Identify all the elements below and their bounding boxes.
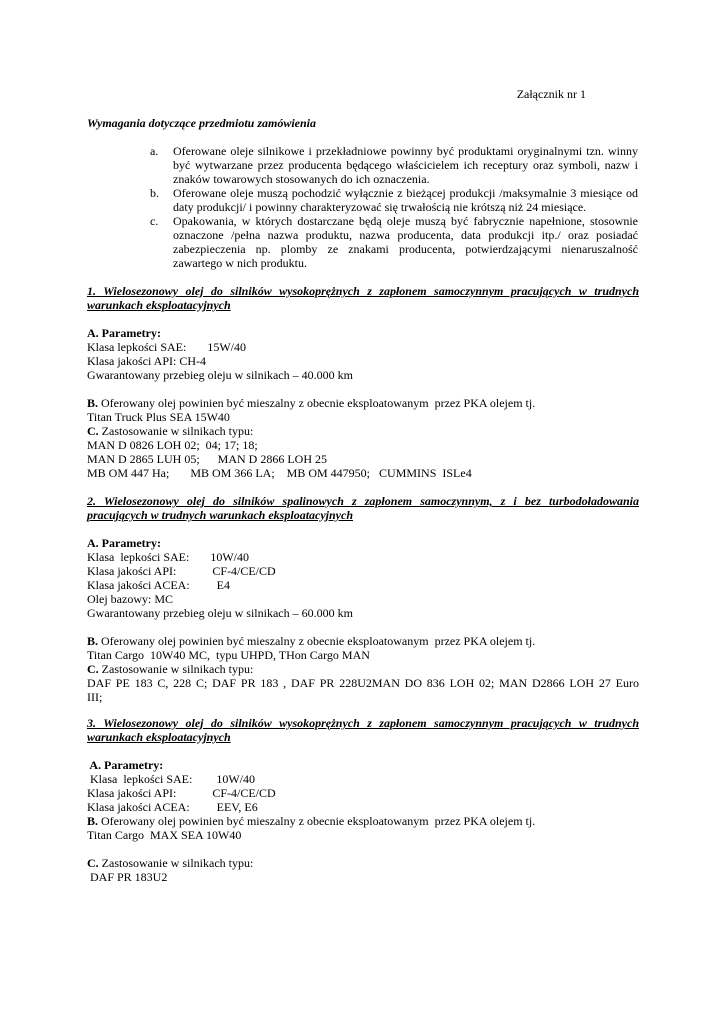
section-3-engine-line: DAF PR 183U2	[87, 870, 168, 884]
section-heading-line: warunkach eksploatacyjnych	[87, 730, 231, 744]
section-1-engine-line: MAN D 2865 LUH 05; MAN D 2866 LOH 25	[87, 452, 327, 466]
section-1-b-label: B.	[87, 396, 99, 410]
section-1-application	[87, 424, 639, 438]
intro-item-label: a.	[150, 144, 159, 158]
section-1-param-line: Gwarantowany przebieg oleju w silnikach – 40.000 km	[87, 368, 353, 382]
section-2-engine-line: DAF PE 183 C, 228 C; DAF PR 183 , DAF PR 228U2MAN DO 836 LOH 02; MAN D2866 LOH 27 Euro	[87, 676, 639, 690]
section-1-c-label: C.	[87, 424, 99, 438]
section-heading-line: 1. Wielosezonowy olej do silników wysokoprężnych z zapłonem samoczynnym pracujących w trudnych	[87, 284, 639, 298]
section-1-parameters-title: A. Parametry:	[87, 326, 161, 340]
intro-item-text: Oferowane oleje silnikowe i przekładniowe powinny być produktami oryginalnymi tzn. winny być wytwarzane przez producenta będącego właścicielem ich receptury oraz symboli, nazw i znaków towarowych stosowanych do ich oznaczenia.	[173, 144, 638, 186]
section-3-b-text: Oferowany olej powinien być mieszalny z obecnie eksploatowanym przez PKA olejem tj.	[98, 814, 536, 828]
section-3-current-oil: Titan Cargo MAX SEA 10W40	[87, 828, 242, 842]
section-2-param-line: Klasa lepkości SAE: 10W/40	[87, 550, 249, 564]
section-2-application	[87, 662, 639, 676]
section-2-heading	[87, 494, 639, 522]
section-3-param-line: Klasa jakości ACEA: EEV, E6	[87, 800, 258, 814]
section-3-c-label: C.	[87, 856, 99, 870]
section-1-engine-line: MB OM 447 Ha; MB OM 366 LA; MB OM 447950; CUMMINS ISLe4	[87, 466, 472, 480]
section-2-parameters-title: A. Parametry:	[87, 536, 161, 550]
section-1-current-oil: Titan Truck Plus SEA 15W40	[87, 410, 230, 424]
intro-item-label: b.	[150, 186, 159, 200]
section-2-param-line: Gwarantowany przebieg oleju w silnikach – 60.000 km	[87, 606, 353, 620]
section-3-application	[87, 856, 639, 870]
section-2-param-line: Klasa jakości ACEA: E4	[87, 578, 230, 592]
section-1-c-text: Zastosowanie w silnikach typu:	[98, 424, 254, 438]
section-3-parameters-title: A. Parametry:	[87, 758, 164, 772]
section-3-c-text: Zastosowanie w silnikach typu:	[98, 856, 254, 870]
intro-item-text: Oferowane oleje muszą pochodzić wyłącznie z bieżącej produkcji /maksymalnie 3 miesiące od daty produkcji/ i powinny charakteryzować się trwałością nie krótszą niż 24 miesiące.	[173, 186, 638, 214]
section-1-mixability	[87, 396, 639, 410]
section-1-param-line: Klasa jakości API: CH-4	[87, 354, 206, 368]
section-2-current-oil: Titan Cargo 10W40 MC, typu UHPD, THon Cargo MAN	[87, 648, 370, 662]
section-1-heading	[87, 284, 639, 312]
section-heading-line: 2. Wielosezonowy olej do silników spalinowych z zapłonem samoczynnym, z i bez turbodoładowania	[87, 494, 639, 508]
intro-item-text: Opakowania, w których dostarczane będą oleje muszą być fabrycznie napełnione, stosownie oznaczone /pełna nazwa produktu, nazwa producenta, data produkcji itp./ oraz posiadać zabezpieczenia np. plomby ze znakami producenta, potwierdzającymi nienaruszalność zawartego w nich produktu.	[173, 214, 638, 270]
section-2-c-text: Zastosowanie w silnikach typu:	[98, 662, 254, 676]
attachment-label: Załącznik nr 1	[516, 87, 586, 101]
section-2-param-line: Klasa jakości API: CF-4/CE/CD	[87, 564, 276, 578]
section-2-c-label: C.	[87, 662, 99, 676]
section-2-mixability	[87, 634, 639, 648]
section-3-mixability	[87, 814, 639, 828]
section-2-engine-line: III;	[87, 690, 103, 704]
section-heading-line: warunkach eksploatacyjnych	[87, 298, 231, 312]
section-2-b-label: B.	[87, 634, 99, 648]
section-3-param-line: Klasa lepkości SAE: 10W/40	[87, 772, 255, 786]
section-2-b-text: Oferowany olej powinien być mieszalny z obecnie eksploatowanym przez PKA olejem tj.	[98, 634, 536, 648]
document-title: Wymagania dotyczące przedmiotu zamówienia	[87, 116, 317, 130]
section-1-engine-line: MAN D 0826 LOH 02; 04; 17; 18;	[87, 438, 258, 452]
section-1-param-line: Klasa lepkości SAE: 15W/40	[87, 340, 246, 354]
intro-item-label: c.	[150, 214, 159, 228]
section-heading-line: pracujących w trudnych warunkach eksploatacyjnych	[87, 508, 354, 522]
section-2-param-line: Olej bazowy: MC	[87, 592, 173, 606]
section-1-b-text: Oferowany olej powinien być mieszalny z obecnie eksploatowanym przez PKA olejem tj.	[98, 396, 536, 410]
section-3-heading	[87, 716, 639, 744]
section-3-param-line: Klasa jakości API: CF-4/CE/CD	[87, 786, 276, 800]
section-heading-line: 3. Wielosezonowy olej do silników wysokoprężnych z zapłonem samoczynnym pracujących w trudnych	[87, 716, 639, 730]
section-3-b-label: B.	[87, 814, 99, 828]
